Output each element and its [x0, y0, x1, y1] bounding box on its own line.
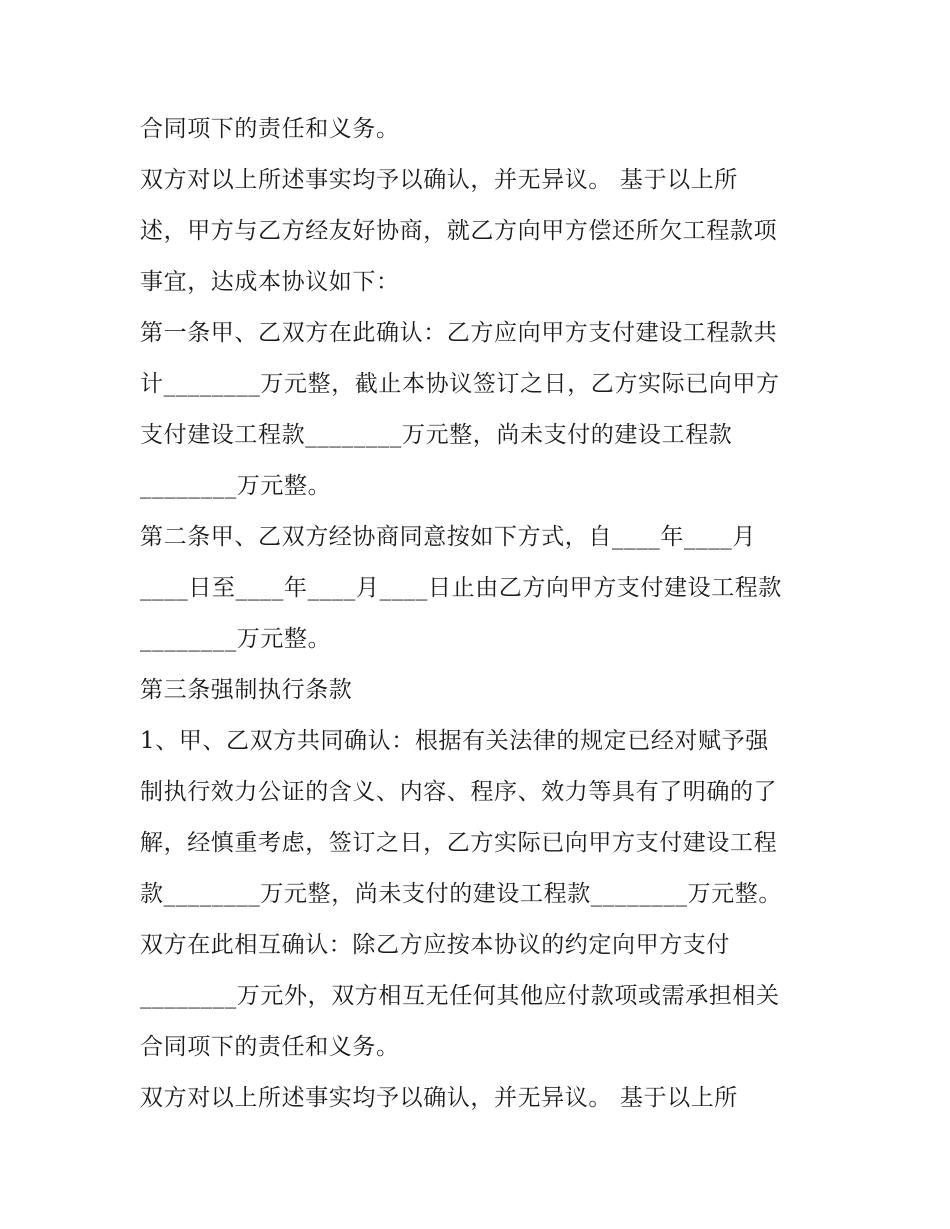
- text-line: ________万元整。: [140, 626, 332, 652]
- text-line: 解，经慎重考虑，签订之日，乙方实际已向甲方支付建设工程: [140, 830, 778, 856]
- text-line: 双方对以上所述事实均予以确认，并无异议。 基于以上所: [140, 1085, 738, 1111]
- text-line: 支付建设工程款________万元整，尚未支付的建设工程款: [140, 422, 733, 448]
- article-2-line: 第二条甲、乙双方经协商同意按如下方式，自____年____月: [140, 524, 756, 550]
- text-line: 合同项下的责任和义务。: [140, 1034, 400, 1060]
- text-line: 述，甲方与乙方经友好协商，就乙方向甲方偿还所欠工程款项: [140, 218, 778, 244]
- text-line: ____日至____年____月____日止由乙方向甲方支付建设工程款: [140, 575, 782, 601]
- text-line: 制执行效力公证的含义、内容、程序、效力等具有了明确的了: [140, 779, 778, 805]
- text-line: 款________万元整，尚未支付的建设工程款________万元整。: [140, 881, 782, 907]
- text-line: ________万元整。: [140, 473, 332, 499]
- text-line: ________万元外，双方相互无任何其他应付款项或需承担相关: [140, 983, 780, 1009]
- article-3-heading: 第三条强制执行条款: [140, 677, 353, 703]
- text-line: 计________万元整，截止本协议签订之日，乙方实际已向甲方: [140, 371, 780, 397]
- text-line: 事宜，达成本协议如下：: [140, 269, 400, 295]
- text-line: 双方在此相互确认：除乙方应按本协议的约定向甲方支付: [140, 932, 730, 958]
- article-1-line: 第一条甲、乙双方在此确认：乙方应向甲方支付建设工程款共: [140, 320, 778, 346]
- clause-1-line: 1、甲、乙双方共同确认：根据有关法律的规定已经对赋予强: [140, 728, 769, 754]
- text-line: 合同项下的责任和义务。: [140, 116, 400, 142]
- document-body: [140, 104, 820, 1124]
- text-line: 双方对以上所述事实均予以确认，并无异议。 基于以上所: [140, 167, 738, 193]
